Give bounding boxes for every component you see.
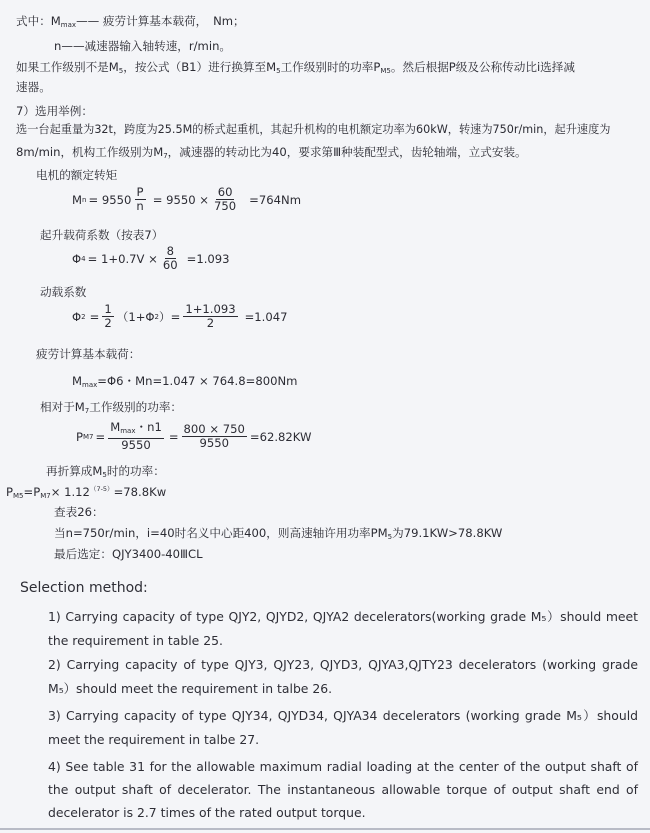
text: 疲劳计算基本载荷：: [36, 347, 141, 361]
text: 起升载荷系数（按表7）: [40, 228, 164, 242]
paragraph-conversion: [16, 59, 575, 79]
text: 选一台起重量为32t，跨度为25.5M的桥式起重机，其起升机构的电机额定功率为60kW，转速为750r/min，起升速度为: [16, 123, 611, 136]
formula-power-m7: [76, 421, 311, 452]
example-paragraph-line1: [16, 122, 610, 138]
text: 时的功率：: [106, 464, 165, 478]
text: P: [76, 429, 83, 444]
denominator: 750: [214, 199, 237, 213]
lookup-result: [54, 525, 502, 545]
formula-dynamic-coefficient: [72, 303, 288, 330]
heading-power-m5: [46, 463, 165, 483]
subscript: M7: [40, 492, 51, 500]
text: =1.047: [244, 309, 288, 324]
text: =P: [23, 485, 41, 499]
subscript: max: [82, 381, 98, 389]
text: n——减速器输入轴转速，r/min。: [54, 39, 232, 53]
text: 再折算成M: [46, 464, 103, 478]
heading-lookup-table: [54, 504, 104, 520]
subscript: 2: [81, 312, 86, 321]
subscript: 5: [276, 67, 281, 75]
heading-rated-torque: [36, 167, 117, 183]
text: × 1.12: [50, 485, 90, 499]
text: ・n1: [135, 420, 162, 434]
subscript: 4: [81, 254, 86, 263]
subscript: M5: [380, 67, 391, 75]
denominator: 9550: [121, 438, 151, 452]
text: 相对于M: [40, 400, 85, 414]
text: M: [110, 420, 121, 434]
subscript: max: [60, 21, 77, 29]
symbol-definition-mmax: [16, 13, 245, 33]
text: 式中：M: [16, 14, 61, 28]
text: 8m/min，机构工作级别为M: [16, 145, 164, 159]
numerator: P: [136, 185, 144, 199]
subscript: 7: [84, 407, 90, 415]
text: =: [89, 309, 100, 324]
section-heading-example: [16, 103, 93, 119]
text: ，减速器的转动比为40，要求第Ⅲ种装配型式，齿轮轴端，立式安装。: [167, 145, 527, 159]
heading-fatigue-load: [36, 346, 140, 362]
subscript: max: [120, 427, 136, 435]
formula-power-m5: [6, 484, 166, 500]
numerator: 1+1.093: [185, 302, 236, 316]
text: 如果工作级别不是M: [16, 60, 119, 74]
fraction: [183, 303, 237, 330]
subscript: M5: [13, 492, 24, 500]
text: 工作级别的功率：: [89, 400, 183, 414]
symbol-definition-n: [54, 38, 231, 54]
selection-item-2: 2) Carrying capacity of type QJY3, QJY23, QJYD3, QJYA3,QJTY23 decelerators (working grade M₅）should meet the requirement in talbe 26.: [48, 657, 638, 696]
text: M: [72, 192, 83, 207]
subscript: 5: [102, 471, 107, 479]
text: 当n=750r/min，i=40时名义中心距400，则高速轴许用功率PM: [54, 526, 388, 540]
fraction: [134, 186, 145, 213]
denominator: 60: [162, 258, 178, 272]
text: Φ: [72, 251, 82, 266]
text: =62.82KW: [249, 429, 312, 444]
text: 速器。: [16, 80, 51, 94]
text: （1+Φ: [116, 309, 155, 324]
text: 电机的额定转矩: [36, 168, 118, 182]
text: 。然后根据P级及公称传动比i选择减: [390, 60, 575, 74]
denominator: 2: [206, 316, 215, 330]
text: =: [95, 429, 106, 444]
fraction: [212, 186, 238, 213]
bottom-border: [0, 828, 650, 830]
final-selection: [54, 546, 203, 562]
text: ，按公式（B1）进行换算至M: [123, 60, 277, 74]
fraction: [161, 245, 180, 272]
formula-lifting-coefficient: [72, 245, 230, 272]
text: 为79.1KW>78.8KW: [392, 526, 503, 540]
text: = 9550 ×: [152, 192, 210, 207]
text: 最后选定：QJY3400-40ⅢCL: [54, 547, 203, 561]
subscript: 2: [154, 312, 159, 321]
denominator: 2: [104, 316, 112, 330]
text: =Φ6・Mn=1.047 × 764.8=800Nm: [97, 374, 298, 388]
text: 7）选用举例：: [16, 104, 93, 118]
subscript: M7: [83, 432, 94, 441]
text: —— 疲劳计算基本载荷， Nm；: [76, 14, 245, 28]
paragraph-conversion-cont: [16, 79, 51, 95]
text: 查表26：: [54, 505, 104, 519]
formula-fatigue-load: [72, 373, 297, 389]
subscript: 5: [387, 533, 393, 541]
subscript: n: [82, 195, 87, 204]
text: =1.093: [186, 251, 230, 266]
numerator: 1: [104, 302, 112, 316]
text: Φ: [72, 309, 82, 324]
fraction: [102, 303, 113, 330]
subscript: 7: [163, 152, 168, 160]
numerator: 60: [217, 185, 233, 199]
text: =: [168, 429, 179, 444]
text: P: [6, 485, 13, 499]
heading-dynamic-coefficient: [40, 284, 86, 300]
text: 动载系数: [40, 285, 87, 299]
numerator: 8: [166, 244, 174, 258]
heading-power-m7: [40, 399, 182, 419]
example-paragraph-line2: [16, 144, 527, 164]
superscript: （7-5）: [89, 485, 114, 493]
numerator: [108, 421, 164, 439]
text: = 1+0.7V ×: [87, 251, 158, 266]
text: 工作级别时的功率P: [280, 60, 381, 74]
fraction: [108, 421, 164, 452]
text: M: [72, 374, 83, 388]
text: =78.8Kw: [113, 485, 167, 499]
text: =764Nm: [249, 192, 301, 207]
fraction: [182, 423, 247, 450]
selection-item-3: 3) Carrying capacity of type QJY34, QJYD34, QJYA34 decelerators (working grade M₅）should meet the requirement in talbe 27.: [48, 708, 638, 747]
text: = 9550: [88, 192, 132, 207]
heading-lifting-coefficient: [40, 227, 163, 243]
subscript: 5: [118, 67, 124, 75]
denominator: 9550: [199, 436, 229, 450]
text: ）=: [159, 309, 181, 324]
selection-item-4: 4) See table 31 for the allowable maximum radial loading at the center of the output shaft of the output shaft of decelerator. The instantaneous allowable torque of output shaft end of decelerator is 2.7 times of the rated output torque.: [48, 759, 638, 820]
numerator: 800 × 750: [183, 422, 245, 436]
selection-item-1: 1) Carrying capacity of type QJY2, QJYD2, QJYA2 decelerators(working grade M₅）should meet the requirement in table 25.: [48, 609, 638, 648]
selection-method-heading: Selection method:: [20, 580, 148, 596]
formula-rated-torque: [72, 186, 301, 213]
denominator: n: [136, 199, 144, 213]
